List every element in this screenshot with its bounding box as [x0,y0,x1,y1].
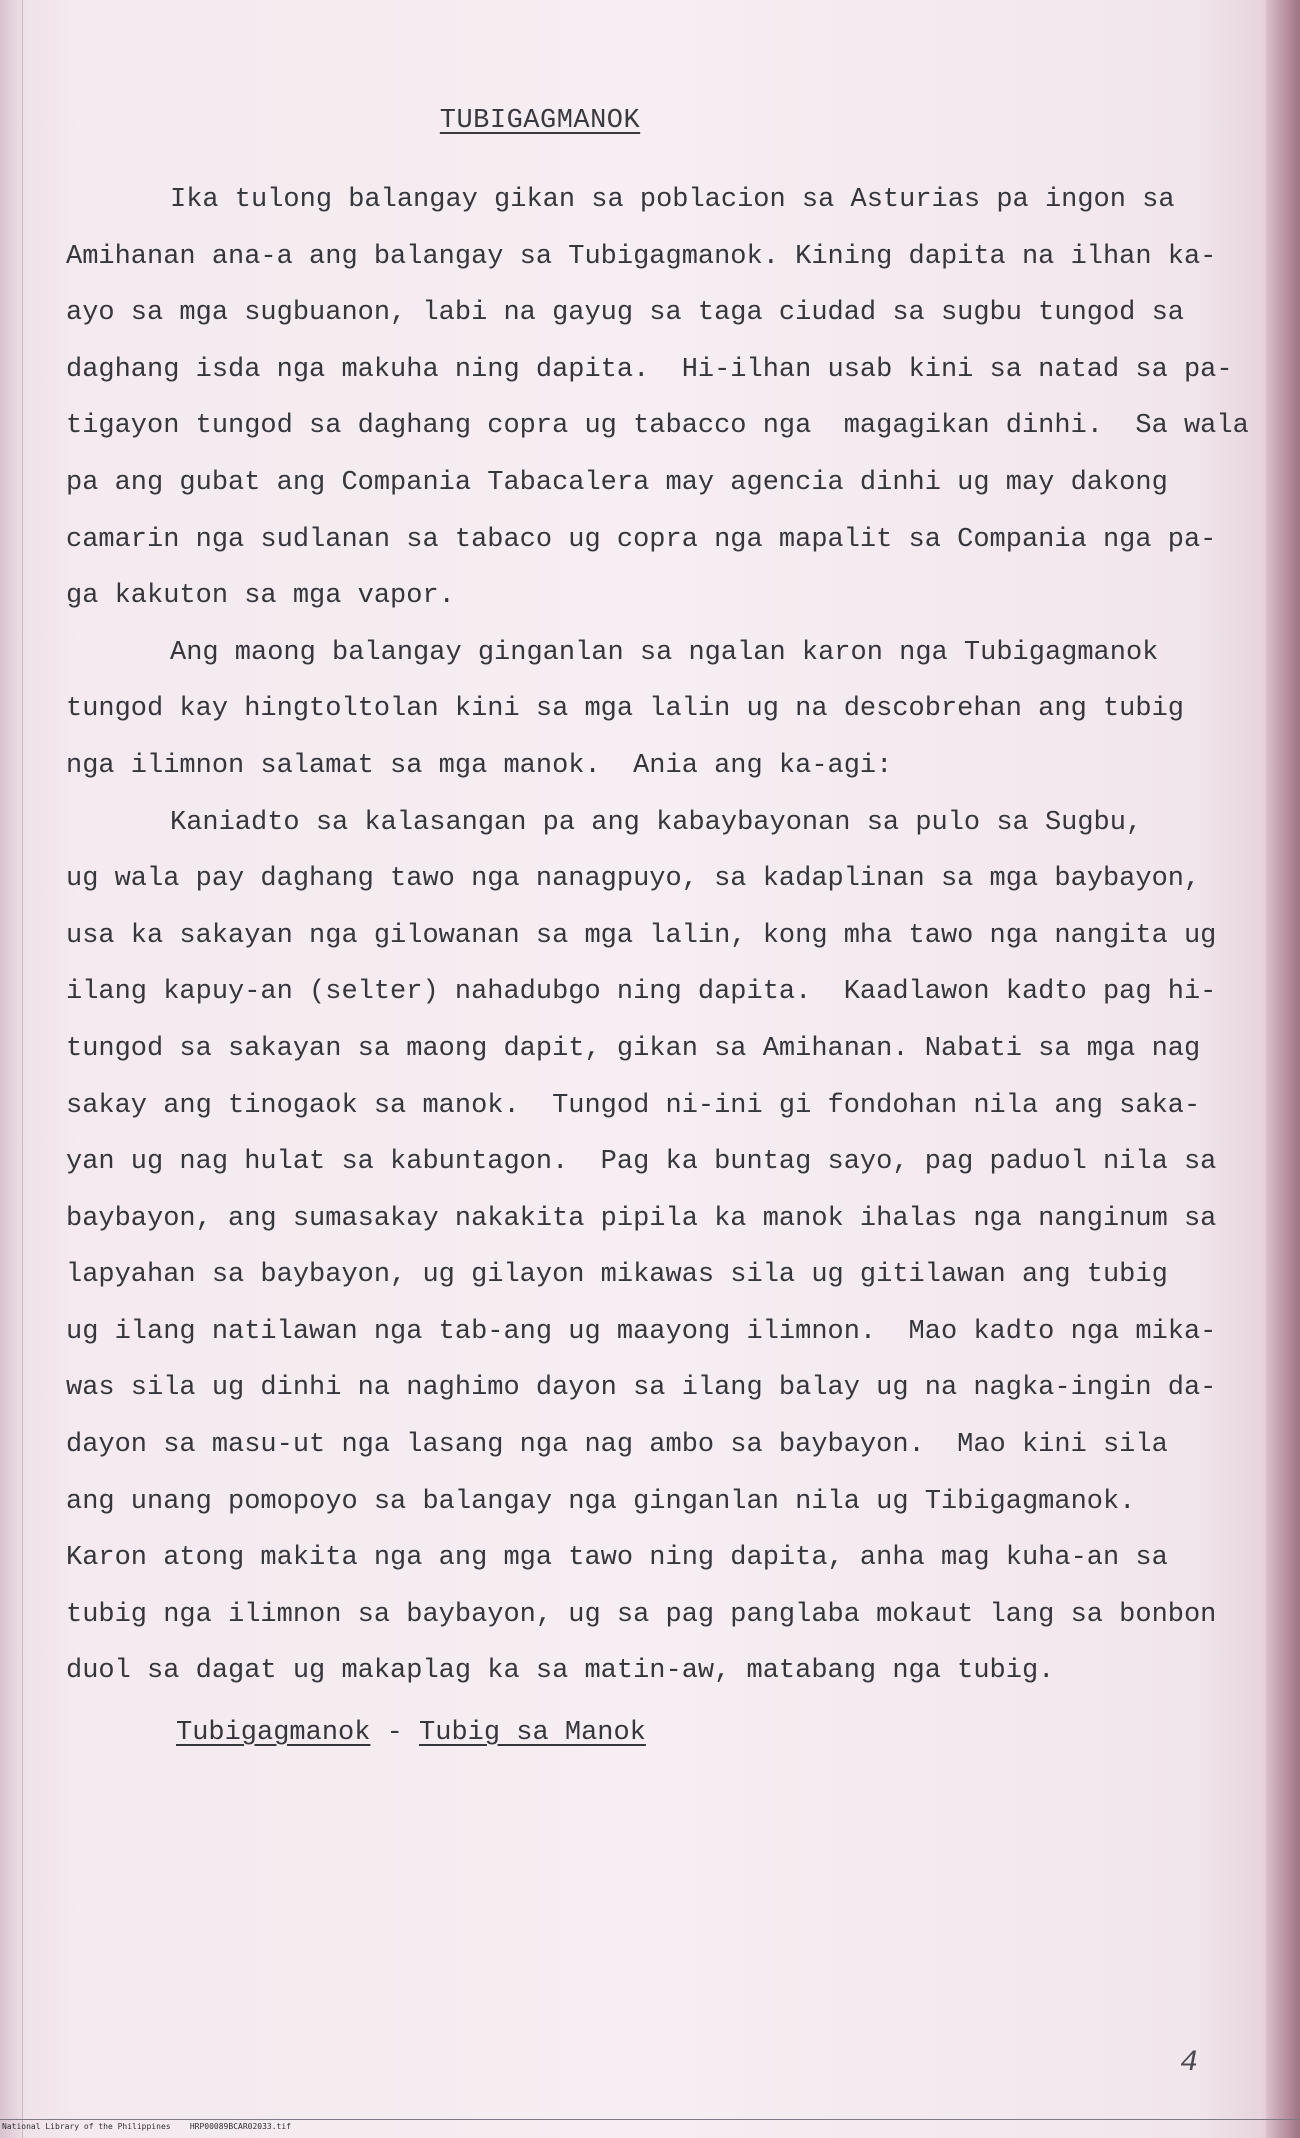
closing-place-name: Tubigagmanok [176,1718,371,1748]
text-line: yan ug nag hulat sa kabuntagon. Pag ka buntag sayo, pag paduol nila sa [66,1147,1217,1178]
page-left-edge [0,0,23,2138]
closing-line [176,1718,646,1748]
scan-footer: National Library of the Philippines HRP00089BCAR02033.tif [2,2122,291,2131]
text-line: Karon atong makita nga ang mga tawo ning dapita, anha mag kuha-an sa [66,1543,1168,1574]
text-line: tubig nga ilimnon sa baybayon, ug sa pag panglaba mokaut lang sa bonbon [66,1599,1217,1630]
text-line: tungod kay hingtoltolan kini sa mga lalin ug na descobrehan ang tubig [66,694,1184,725]
page-number-mark: 4 [1180,2046,1199,2080]
text-line: Ika tulong balangay gikan sa poblacion sa Asturias pa ingon sa [170,185,1175,215]
text-line: usa ka sakayan nga gilowanan sa mga lalin, kong mha tawo nga nangita ug [66,920,1217,951]
document-body [66,172,1249,1700]
text-line: dayon sa masu-ut nga lasang nga nag ambo sa baybayon. Mao kini sila [66,1430,1168,1461]
text-line: ilang kapuy-an (selter) nahadubgo ning dapita. Kaadlawon kadto pag hi- [66,977,1217,1008]
text-line: pa ang gubat ang Compania Tabacalera may agencia dinhi ug may dakong [66,467,1168,498]
text-line: ug ilang natilawan nga tab-ang ug maayong ilimnon. Mao kadto nga mika- [66,1316,1217,1347]
closing-dash: - [370,1718,420,1748]
document-title: TUBIGAGMANOK [439,106,641,136]
text-line: was sila ug dinhi na naghimo dayon sa ilang balay ug na nagka-ingin da- [66,1373,1217,1404]
text-line: Kaniadto sa kalasangan pa ang kabaybayonan sa pulo sa Sugbu, [170,807,1143,838]
text-line: Amihanan ana-a ang balangay sa Tubigagmanok. Kining dapita na ilhan ka- [66,241,1217,272]
text-line: ga kakuton sa mga vapor. [66,581,455,612]
text-line: camarin nga sudlanan sa tabaco ug copra nga mapalit sa Compania nga pa- [66,524,1217,555]
text-line: nga ilimnon salamat sa mga manok. Ania ang ka-agi: [66,750,893,781]
text-line: lapyahan sa baybayon, ug gilayon mikawas sila ug gitilawan ang tubig [66,1260,1168,1291]
footer-divider [0,2119,1300,2120]
text-line: tungod sa sakayan sa maong dapit, gikan sa Amihanan. Nabati sa mga nag [66,1033,1201,1064]
text-line: duol sa dagat ug makaplag ka sa matin-aw, matabang nga tubig. [66,1656,1055,1687]
text-line: Ang maong balangay ginganlan sa ngalan karon nga Tubigagmanok [170,637,1159,668]
page-right-edge [1266,0,1300,2138]
text-line: sakay ang tinogaok sa manok. Tungod ni-ini gi fondohan nila ang saka- [66,1090,1201,1121]
text-line: daghang isda nga makuha ning dapita. Hi-ilhan usab kini sa natad sa pa- [66,354,1233,385]
text-line: tigayon tungod sa daghang copra ug tabacco nga magagikan dinhi. Sa wala [66,411,1249,442]
text-line: baybayon, ang sumasakay nakakita pipila ka manok ihalas nga nanginum sa [66,1203,1217,1234]
text-line: ug wala pay daghang tawo nga nanagpuyo, sa kadaplinan sa mga baybayon, [66,864,1201,895]
text-line: ayo sa mga sugbuanon, labi na gayug sa taga ciudad sa sugbu tungod sa [66,298,1184,329]
text-line: ang unang pomopoyo sa balangay nga ginganlan nila ug Tibigagmanok. [66,1486,1136,1517]
closing-meaning: Tubig sa Manok [419,1718,646,1748]
